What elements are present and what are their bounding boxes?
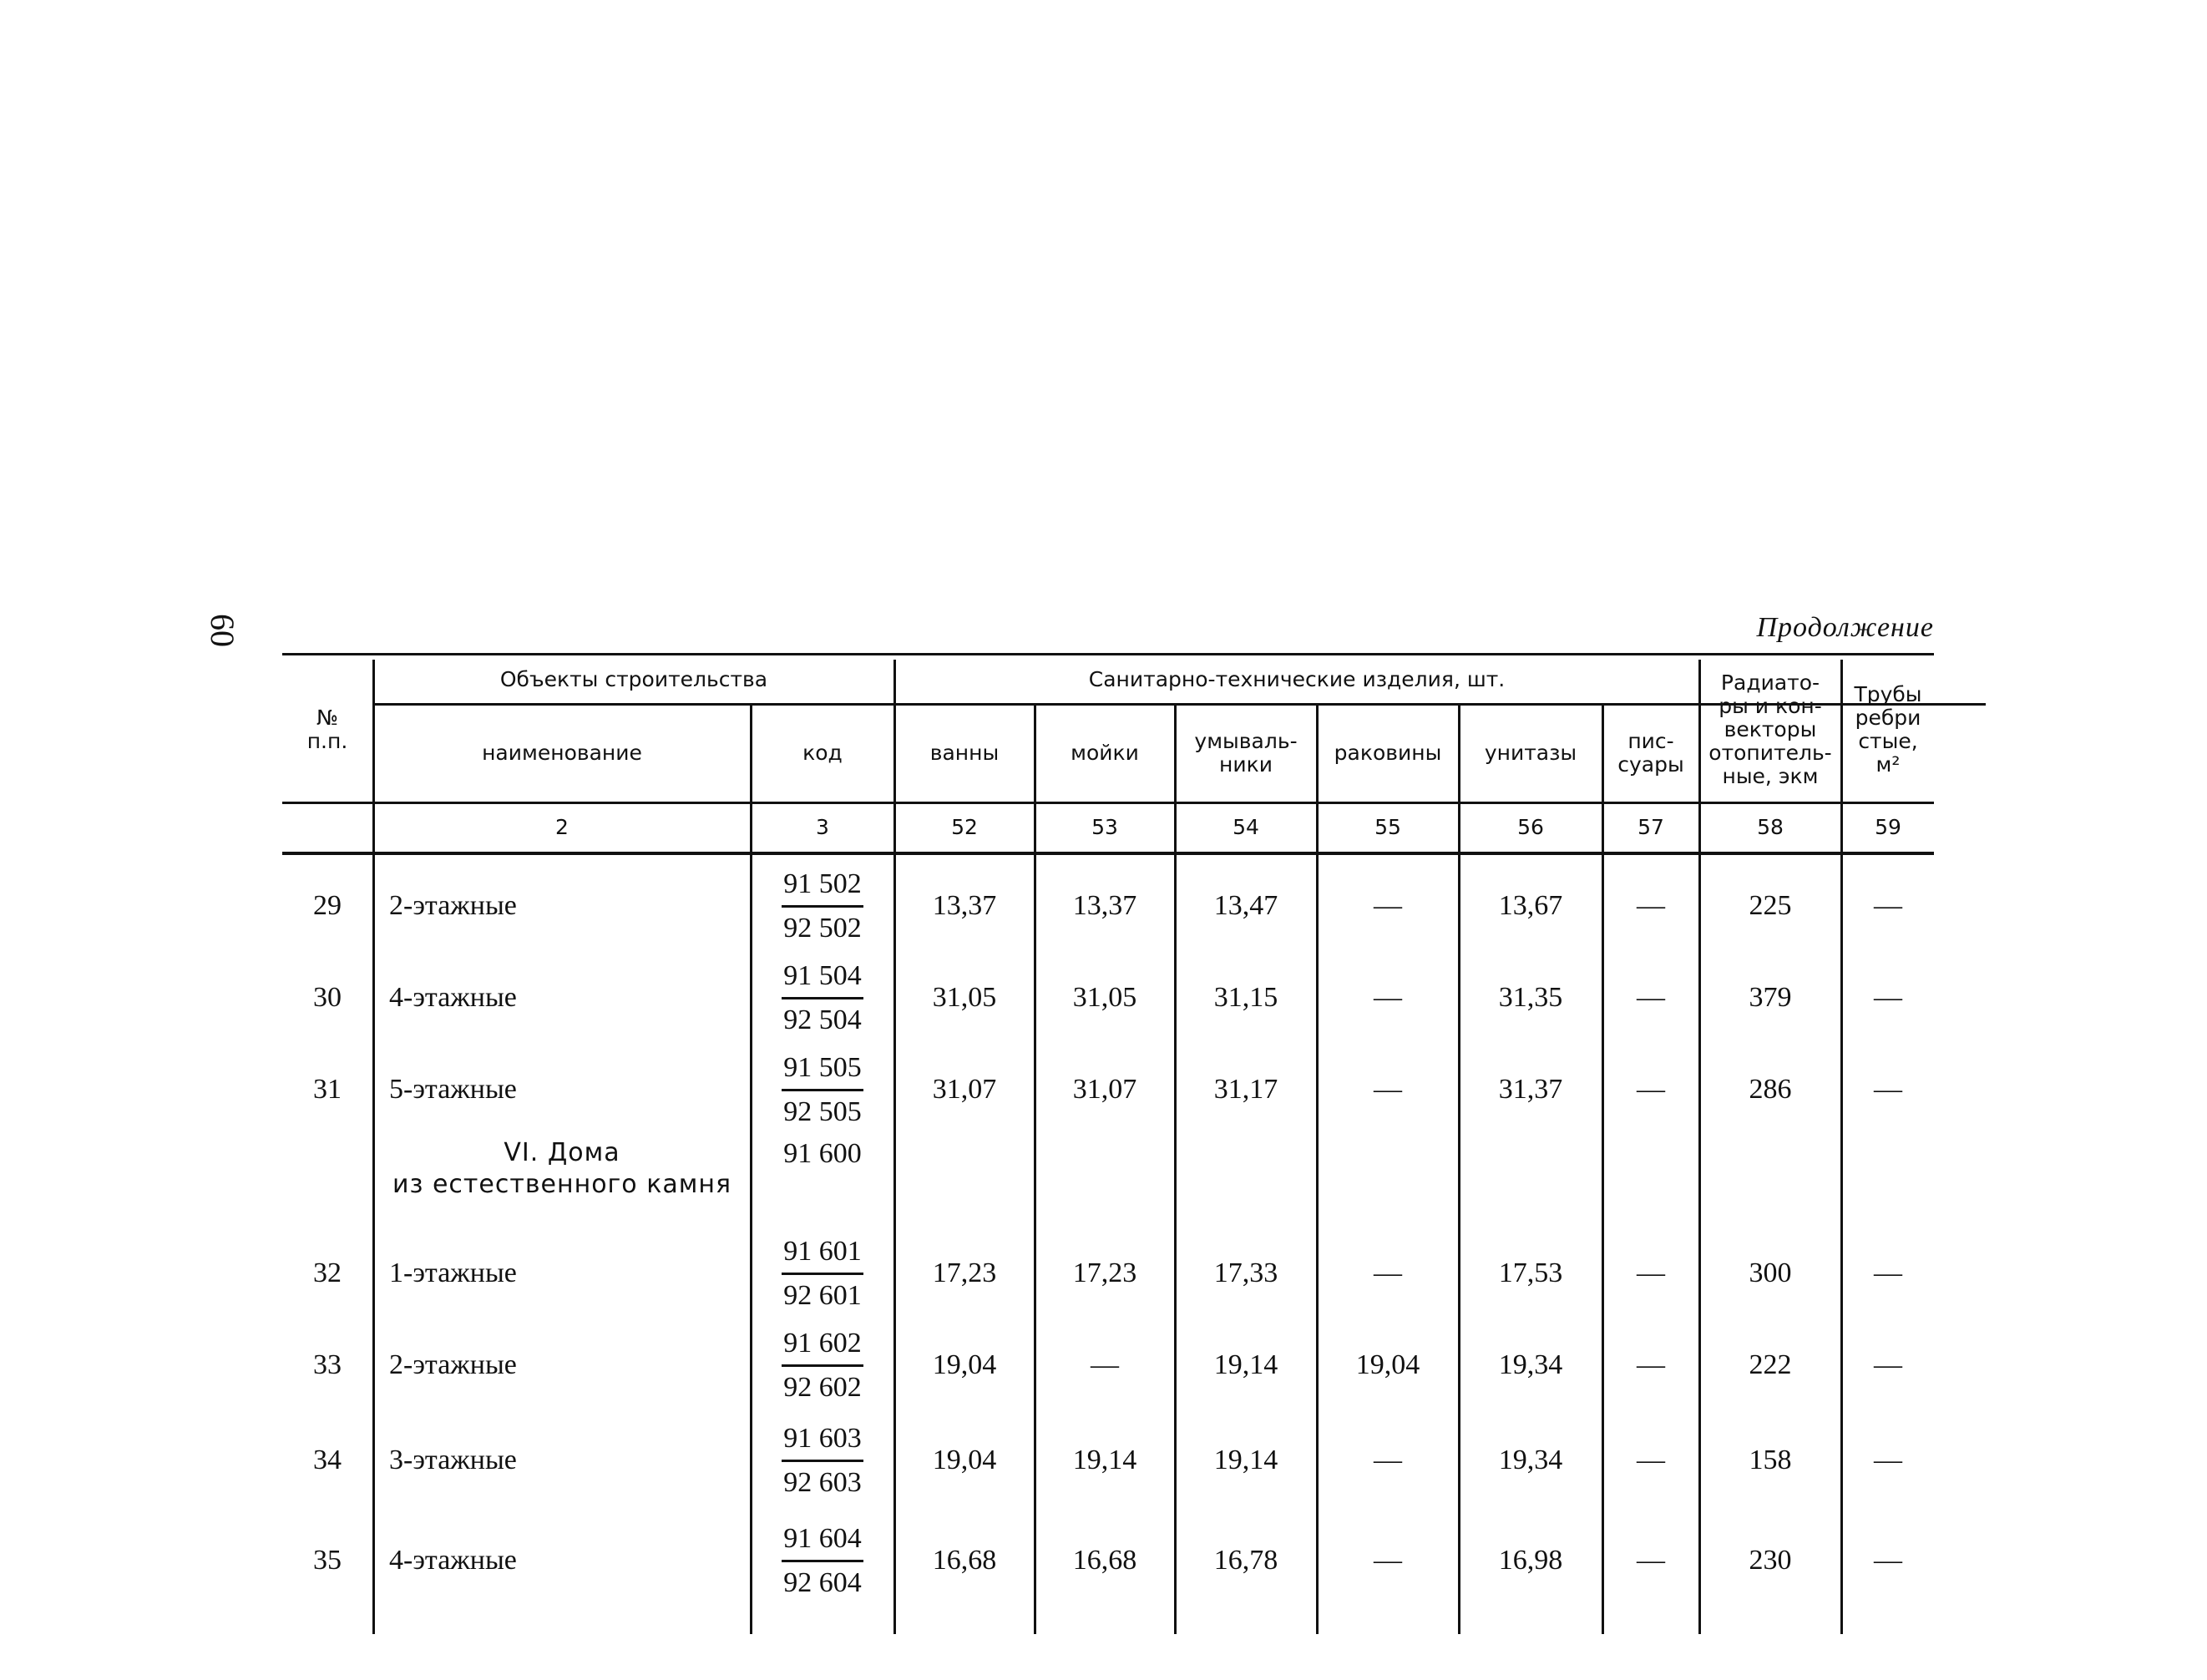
cell-c57: — <box>1637 1445 1665 1475</box>
cell-c52: 17,23 <box>932 1257 997 1288</box>
objects-subrule <box>374 703 1176 706</box>
code-numerator: 91 504 <box>782 955 863 999</box>
cell-c52: 19,04 <box>932 1349 997 1380</box>
cell-c53: 31,05 <box>1072 982 1137 1013</box>
code-numerator: 91 601 <box>782 1231 863 1275</box>
cell-c58: 222 <box>1749 1349 1792 1380</box>
cell-c53: 13,37 <box>1072 890 1137 921</box>
cell-n: 33 <box>313 1349 342 1380</box>
cell-c53: — <box>1091 1349 1119 1380</box>
column-index-c53: 53 <box>1091 815 1118 839</box>
cell-code <box>752 952 893 1044</box>
page-number: 60 <box>204 614 241 647</box>
code-denominator: 92 505 <box>783 1096 862 1127</box>
cell-c52: 19,04 <box>932 1445 997 1475</box>
cell-c57: — <box>1637 982 1665 1013</box>
code-denominator: 92 604 <box>783 1566 862 1598</box>
cell-code <box>752 1414 893 1506</box>
continuation-label: Продолжение <box>1756 612 1934 643</box>
cell-code <box>752 1044 893 1136</box>
cell-c58: 379 <box>1749 982 1792 1013</box>
cell-c57: — <box>1637 890 1665 921</box>
column-index-c58: 58 <box>1757 815 1784 839</box>
cell-c52: 31,07 <box>932 1074 997 1105</box>
cell-c57: — <box>1637 1349 1665 1380</box>
cell-name: 2-этажные <box>389 1349 517 1380</box>
column-header-c57: пис- суары <box>1617 729 1684 777</box>
code-numerator: 91 602 <box>782 1323 863 1367</box>
cell-c56: 19,34 <box>1498 1349 1563 1380</box>
column-index-c56: 56 <box>1517 815 1544 839</box>
cell-c56: 31,35 <box>1498 982 1563 1013</box>
cell-c56: 17,53 <box>1498 1257 1563 1288</box>
column-index-c55: 55 <box>1374 815 1401 839</box>
code-numerator: 91 505 <box>782 1047 863 1091</box>
cell-c59: — <box>1874 1545 1902 1576</box>
code-denominator: 92 601 <box>783 1279 862 1311</box>
cell-name: 4-этажные <box>389 982 517 1013</box>
cell-c54: 13,47 <box>1213 890 1278 921</box>
cell-c52: 16,68 <box>932 1545 997 1576</box>
cell-c56: 31,37 <box>1498 1074 1563 1105</box>
cell-c54: 16,78 <box>1213 1545 1278 1576</box>
code-denominator: 92 602 <box>783 1371 862 1403</box>
cell-name: 2-этажные <box>389 890 517 921</box>
column-header-name: наименование <box>482 741 642 765</box>
column-header-c55: раковины <box>1334 741 1442 765</box>
code-denominator: 92 502 <box>783 912 862 944</box>
group-header-objects: Объекты строительства <box>499 667 768 691</box>
cell-code <box>752 1515 893 1607</box>
cell-name: 3-этажные <box>389 1445 517 1475</box>
cell-code <box>752 860 893 952</box>
cell-c55: — <box>1374 1545 1402 1576</box>
header-bottom-rule <box>282 802 1934 804</box>
cell-c54: 31,15 <box>1213 982 1278 1013</box>
column-index-name: 2 <box>555 815 569 839</box>
cell-c57: — <box>1637 1545 1665 1576</box>
cell-c52: 31,05 <box>932 982 997 1013</box>
cell-c55: 19,04 <box>1355 1349 1420 1380</box>
cell-c54: 17,33 <box>1213 1257 1278 1288</box>
column-index-c54: 54 <box>1233 815 1259 839</box>
cell-name: 5-этажные <box>389 1074 517 1105</box>
cell-c59: — <box>1874 1349 1902 1380</box>
cell-code <box>752 1319 893 1411</box>
code-numerator: 91 603 <box>782 1418 863 1462</box>
cell-c53: 31,07 <box>1072 1074 1137 1105</box>
cell-n: 34 <box>313 1445 342 1475</box>
code-numerator: 91 604 <box>782 1518 863 1562</box>
cell-c59: — <box>1874 1074 1902 1105</box>
section-code: 91 600 <box>783 1138 862 1169</box>
cell-c52: 13,37 <box>932 890 997 921</box>
cell-name: 1-этажные <box>389 1257 517 1288</box>
column-header-c54: умываль- ники <box>1194 729 1298 777</box>
cell-c55: — <box>1374 890 1402 921</box>
cell-n: 31 <box>313 1074 342 1105</box>
cell-c54: 19,14 <box>1213 1445 1278 1475</box>
cell-n: 32 <box>313 1257 342 1288</box>
cell-c58: 230 <box>1749 1545 1792 1576</box>
cell-c59: — <box>1874 982 1902 1013</box>
group-header-sanitary: Санитарно-технические изделия, шт. <box>1088 667 1506 691</box>
cell-c59: — <box>1874 1445 1902 1475</box>
cell-c55: — <box>1374 982 1402 1013</box>
column-index-c59: 59 <box>1875 815 1901 839</box>
cell-n: 30 <box>313 982 342 1013</box>
column-index-c52: 52 <box>951 815 978 839</box>
code-numerator: 91 502 <box>782 863 863 908</box>
cell-name: 4-этажные <box>389 1545 517 1576</box>
column-header-c52: ванны <box>929 741 1000 765</box>
cell-c56: 16,98 <box>1498 1545 1563 1576</box>
section-title: VI. Дома из естественного камня <box>392 1138 731 1199</box>
cell-n: 29 <box>313 890 342 921</box>
column-index-code: 3 <box>816 815 829 839</box>
data-table <box>282 653 1934 1634</box>
cell-c53: 17,23 <box>1072 1257 1137 1288</box>
cell-c58: 158 <box>1749 1445 1792 1475</box>
cell-c59: — <box>1874 1257 1902 1288</box>
index-bottom-rule <box>282 852 1934 855</box>
cell-c53: 19,14 <box>1072 1445 1137 1475</box>
cell-c55: — <box>1374 1257 1402 1288</box>
column-header-c53: мойки <box>1071 741 1139 765</box>
cell-c53: 16,68 <box>1072 1545 1137 1576</box>
cell-c58: 225 <box>1749 890 1792 921</box>
cell-c59: — <box>1874 890 1902 921</box>
column-index-c57: 57 <box>1638 815 1664 839</box>
cell-c56: 19,34 <box>1498 1445 1563 1475</box>
column-header-code: код <box>802 741 843 765</box>
cell-c57: — <box>1637 1257 1665 1288</box>
cell-c55: — <box>1374 1445 1402 1475</box>
column-header-n: № п.п. <box>306 706 348 753</box>
cell-code <box>752 1227 893 1319</box>
cell-c57: — <box>1637 1074 1665 1105</box>
cell-c58: 286 <box>1749 1074 1792 1105</box>
table-top-rule <box>282 653 1934 655</box>
cell-c56: 13,67 <box>1498 890 1563 921</box>
cell-c54: 19,14 <box>1213 1349 1278 1380</box>
column-header-c58: Радиато- ры и кон- векторы отопитель- ные, экм <box>1708 670 1832 788</box>
column-header-c59: Трубы ребри стые, м² <box>1854 682 1922 777</box>
cell-n: 35 <box>313 1545 342 1576</box>
cell-c58: 300 <box>1749 1257 1792 1288</box>
cell-c54: 31,17 <box>1213 1074 1278 1105</box>
cell-c55: — <box>1374 1074 1402 1105</box>
column-header-c56: унитазы <box>1484 741 1577 765</box>
column-index-n <box>282 805 372 850</box>
code-denominator: 92 504 <box>783 1004 862 1035</box>
code-denominator: 92 603 <box>783 1466 862 1498</box>
